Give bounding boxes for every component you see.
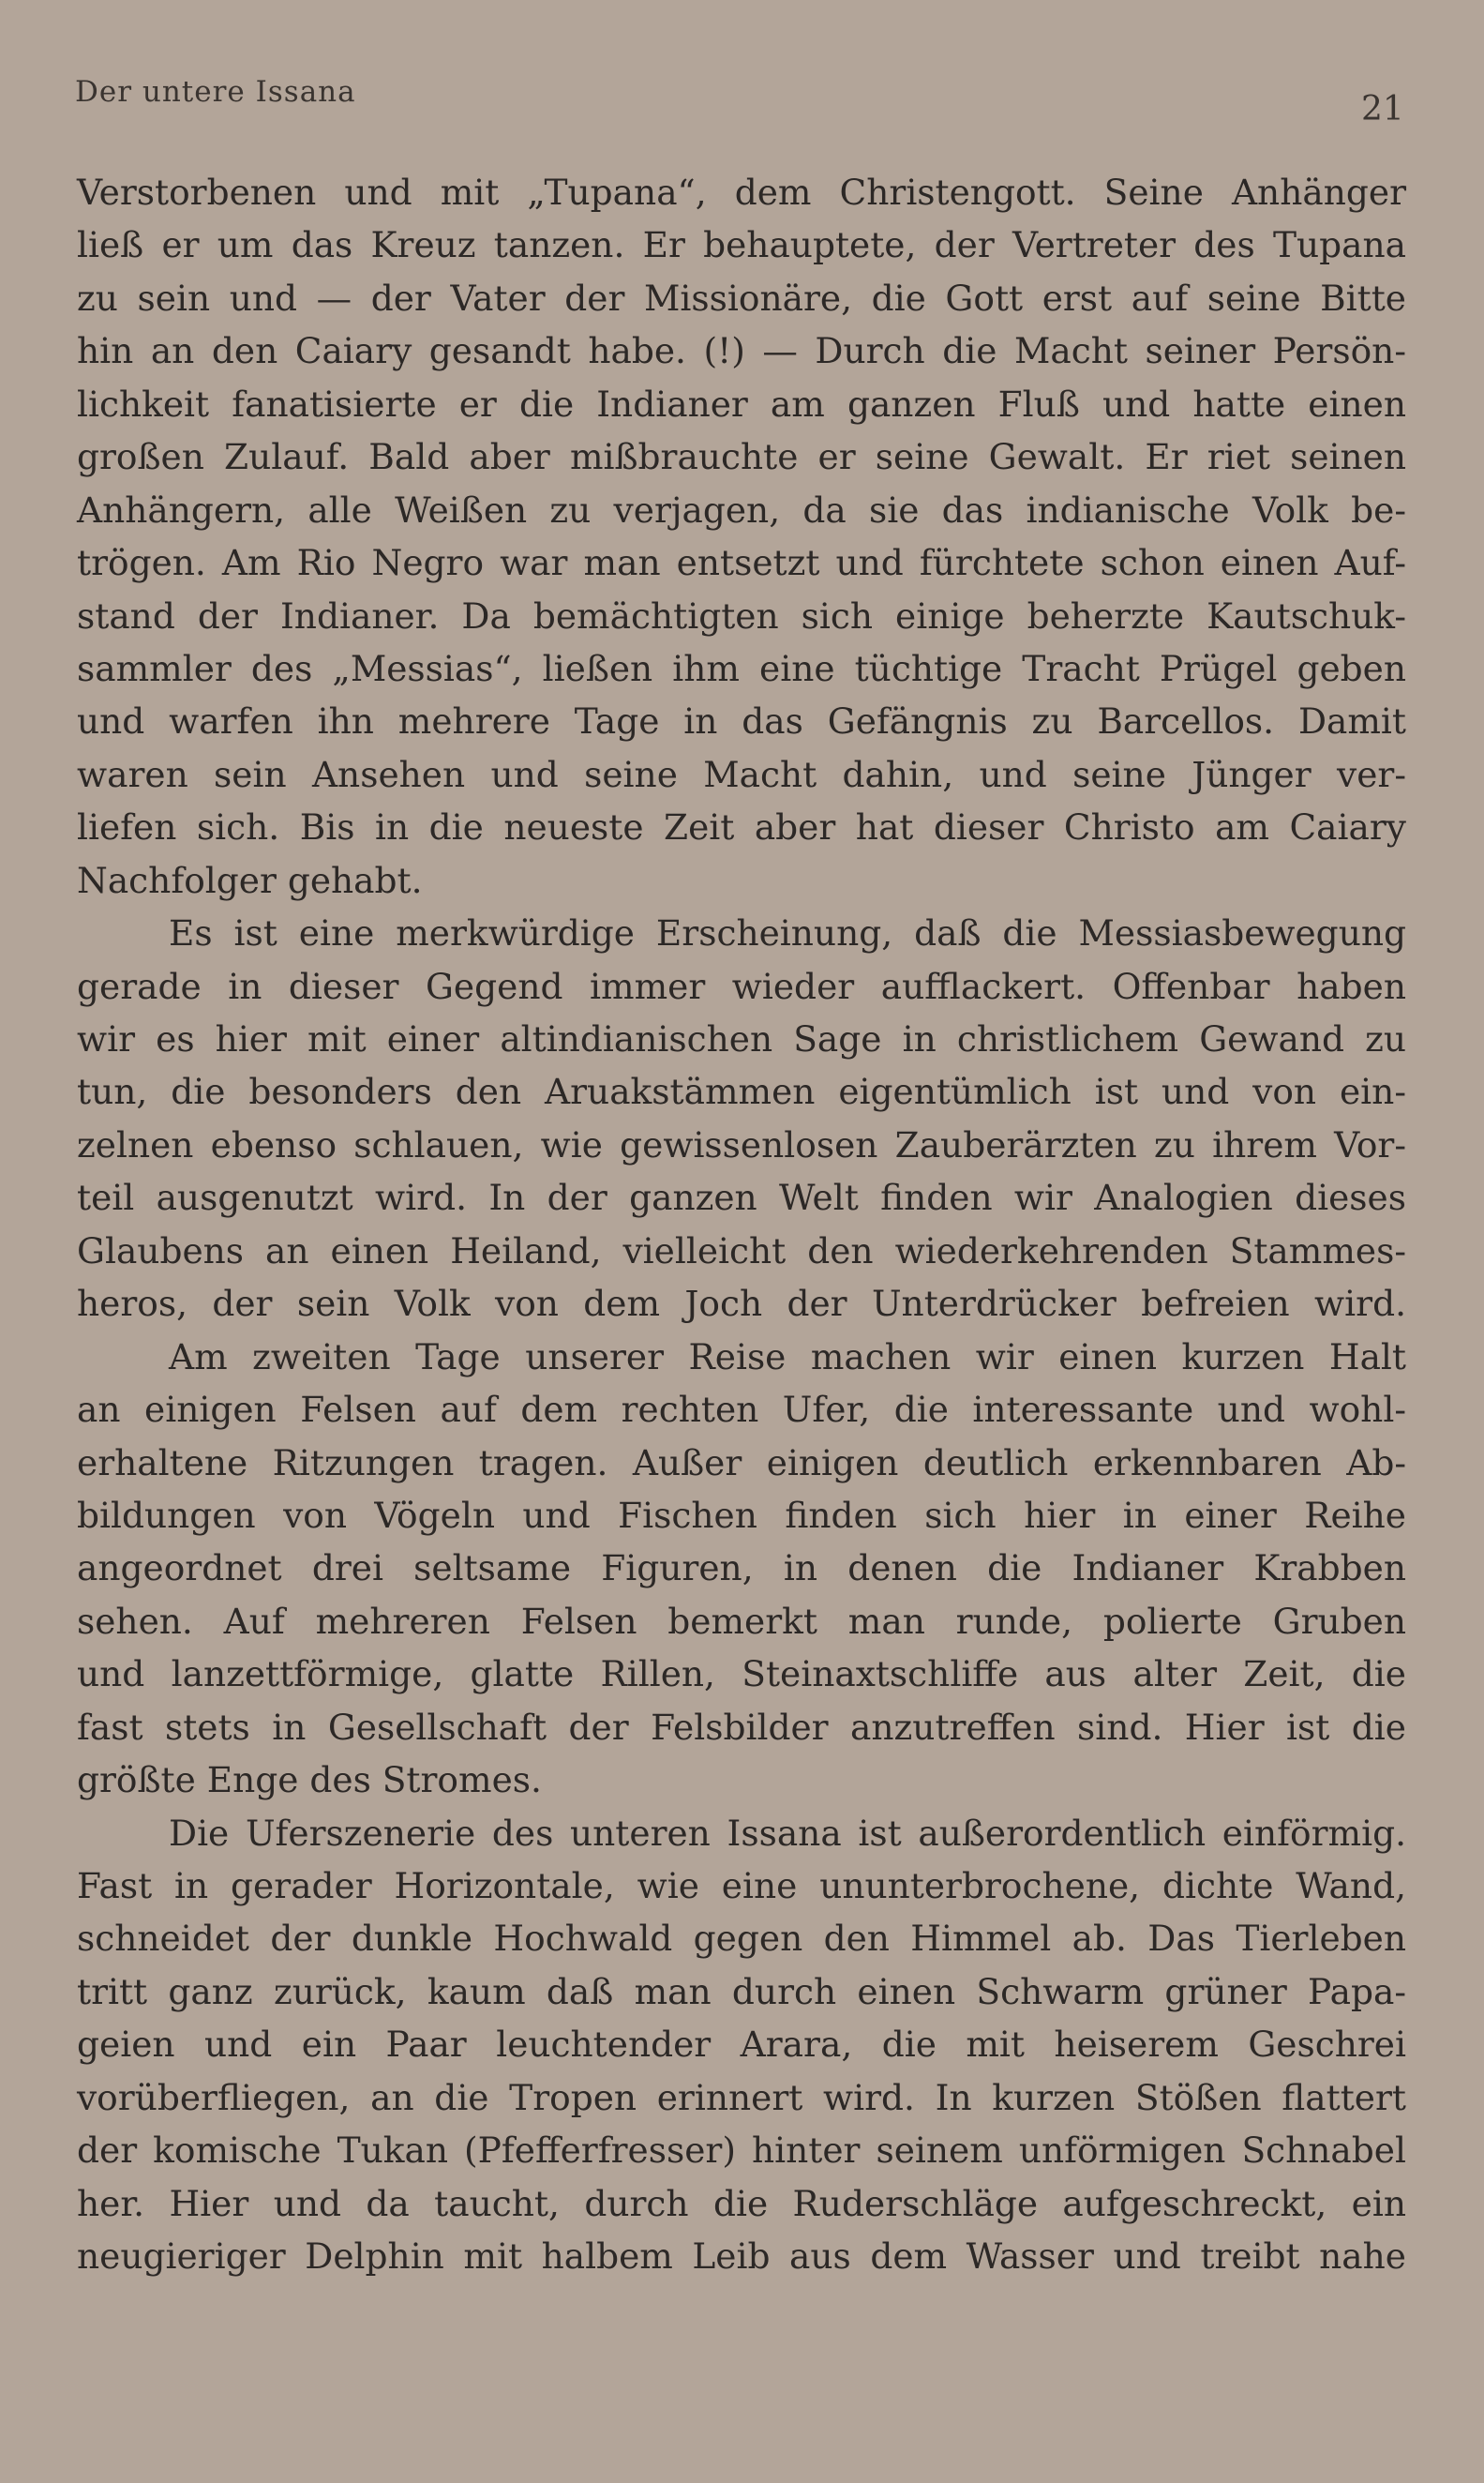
text-line: liefen sich. Bis in die neueste Zeit aber hat dieser Christo am Caiary xyxy=(77,806,1406,849)
text-line: sammler des „Messias“, ließen ihm eine tüchtige Tracht Prügel geben xyxy=(77,647,1406,689)
text-line: Verstorbenen und mit „Tupana“, dem Christengott. Seine Anhänger xyxy=(77,172,1406,213)
text-line: zelnen ebenso schlauen, wie gewissenlosen Zauberärzten zu ihrem Vor- xyxy=(77,1123,1406,1166)
text-line: stand der Indianer. Da bemächtigten sich einige beherzte Kautschuk- xyxy=(77,594,1406,637)
text-line: Fast in gerader Horizontale, wie eine ununterbrochene, dichte Wand, xyxy=(77,1865,1406,1906)
text-line: an einigen Felsen auf dem rechten Ufer, die interessante und wohl- xyxy=(77,1389,1406,1431)
text-line: heros, der sein Volk von dem Joch der Unterdrücker befreien wird. xyxy=(77,1283,1406,1325)
running-head: Der untere Issana xyxy=(75,75,356,109)
text-line: gerade in dieser Gegend immer wieder aufflackert. Offenbar haben xyxy=(77,965,1406,1007)
text-line: Anhängern, alle Weißen zu verjagen, da sie das indianische Volk be- xyxy=(77,489,1406,531)
text-line: Nachfolger gehabt. xyxy=(77,859,423,901)
text-line: tun, die besonders den Aruakstämmen eigentümlich ist und von ein- xyxy=(77,1071,1406,1113)
text-line: trögen. Am Rio Negro war man entsetzt und fürchtete schon einen Auf- xyxy=(77,542,1406,584)
text-line: tritt ganz zurück, kaum daß man durch einen Schwarm grüner Papa- xyxy=(77,1970,1406,2012)
text-line: neugieriger Delphin mit halbem Leib aus dem Wasser und treibt nahe xyxy=(77,2235,1406,2278)
body-text xyxy=(77,166,1406,2283)
text-line: erhaltene Ritzungen tragen. Außer einigen deutlich erkennbaren Ab- xyxy=(77,1441,1406,1483)
text-line: größte Enge des Stromes. xyxy=(77,1759,542,1801)
text-line: teil ausgenutzt wird. In der ganzen Welt finden wir Analogien dieses xyxy=(77,1177,1406,1219)
text-line: zu sein und — der Vater der Missionäre, die Gott erst auf seine Bitte xyxy=(77,277,1406,319)
text-line: sehen. Auf mehreren Felsen bemerkt man runde, polierte Gruben xyxy=(77,1600,1406,1642)
text-line: lichkeit fanatisierte er die Indianer am ganzen Fluß und hatte einen xyxy=(77,383,1406,425)
text-line: geien und ein Paar leuchtender Arara, die mit heiserem Geschrei xyxy=(77,2024,1406,2066)
text-line: großen Zulauf. Bald aber mißbrauchte er seine Gewalt. Er riet seinen xyxy=(77,436,1406,478)
text-line: Glaubens an einen Heiland, vielleicht den wiederkehrenden Stammes- xyxy=(77,1229,1406,1272)
text-line: vorüberfliegen, an die Tropen erinnert wird. In kurzen Stößen flattert xyxy=(77,2076,1406,2118)
text-line: wir es hier mit einer altindianischen Sage in christlichem Gewand zu xyxy=(77,1018,1406,1060)
text-line: ließ er um das Kreuz tanzen. Er behauptete, der Vertreter des Tupana xyxy=(77,224,1406,266)
text-line: fast stets in Gesellschaft der Felsbilder anzutreffen sind. Hier ist die xyxy=(77,1706,1406,1748)
text-line: schneidet der dunkle Hochwald gegen den Himmel ab. Das Tierleben xyxy=(77,1918,1406,1960)
text-line: Es ist eine merkwürdige Erscheinung, daß die Messiasbewegung xyxy=(169,912,1406,955)
text-line: bildungen von Vögeln und Fischen finden sich hier in einer Reihe xyxy=(77,1494,1406,1536)
text-line: und lanzettförmige, glatte Rillen, Steinaxtschliffe aus alter Zeit, die xyxy=(77,1653,1406,1695)
text-line: Die Uferszenerie des unteren Issana ist außerordentlich einförmig. xyxy=(169,1812,1406,1854)
text-line: und warfen ihn mehrere Tage in das Gefängnis zu Barcellos. Damit xyxy=(77,700,1406,743)
text-line: hin an den Caiary gesandt habe. (!) — Durch die Macht seiner Persön- xyxy=(77,330,1406,372)
page-number: 21 xyxy=(1361,90,1404,128)
text-line: angeordnet drei seltsame Figuren, in denen die Indianer Krabben xyxy=(77,1547,1406,1589)
text-line: waren sein Ansehen und seine Macht dahin, und seine Jünger ver- xyxy=(77,753,1406,795)
text-line: der komische Tukan (Pfefferfresser) hinter seinem unförmigen Schnabel xyxy=(77,2129,1406,2172)
text-line: Am zweiten Tage unserer Reise machen wir einen kurzen Halt xyxy=(169,1335,1406,1377)
text-line: her. Hier und da taucht, durch die Ruderschläge aufgeschreckt, ein xyxy=(77,2182,1406,2224)
